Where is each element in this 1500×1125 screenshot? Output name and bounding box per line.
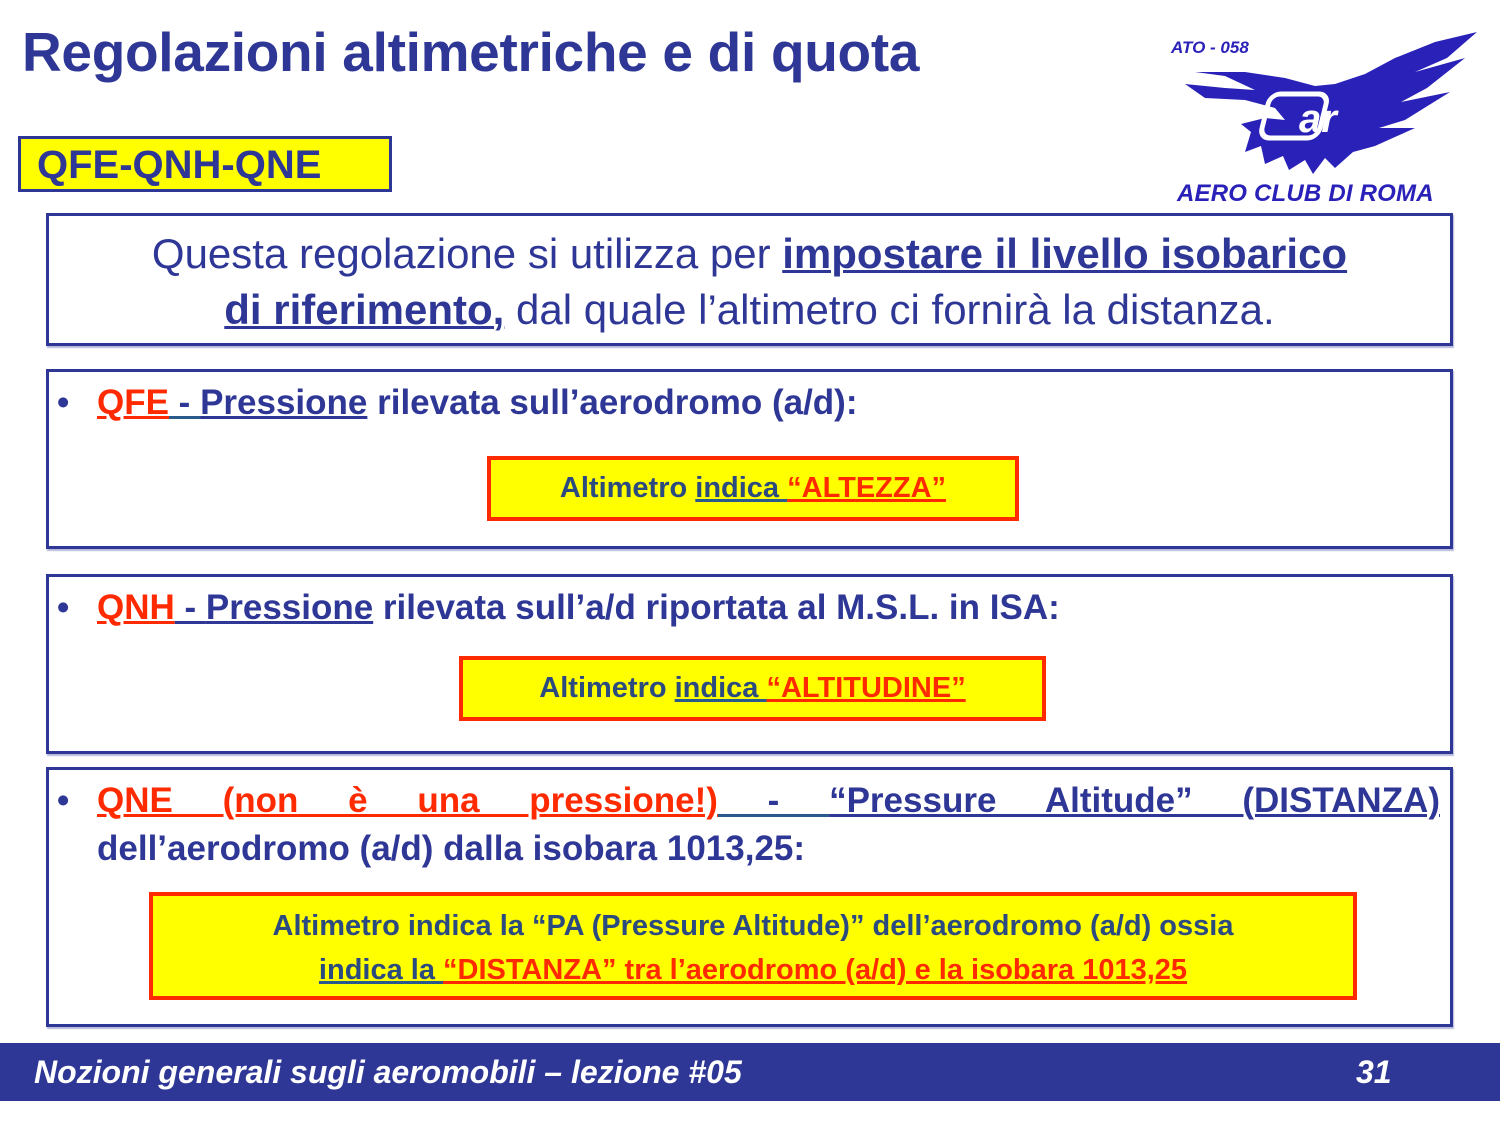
- qne-code: QNE (non è una pressione!): [97, 781, 718, 820]
- intro-text-2: dal quale l’altimetro ci fornirà la distanza.: [504, 286, 1275, 333]
- qnh-keyword: Pressione: [205, 588, 374, 627]
- qfe-keyword: Pressione: [200, 383, 368, 422]
- qnh-dash: -: [174, 588, 206, 627]
- section-qnh: [46, 574, 1453, 754]
- qne-dash: -: [717, 781, 830, 820]
- callout-highlight: “ALTEZZA”: [787, 472, 947, 504]
- qnh-code: QNH: [97, 588, 175, 627]
- svg-text:ar: ar: [1299, 97, 1337, 141]
- section-qne: [46, 767, 1453, 1027]
- callout-underlined: indica: [674, 672, 767, 704]
- intro-bold-2: di riferimento,: [224, 286, 505, 333]
- footer-title: Nozioni generali sugli aeromobili – lezione #05: [34, 1054, 742, 1090]
- logo-ato-code: ATO - 058: [1171, 38, 1249, 57]
- intro-text: Questa regolazione si utilizza per: [151, 230, 783, 277]
- qfe-dash: -: [168, 383, 201, 422]
- callout-line2: [153, 948, 1353, 992]
- qne-keyword: “Pressure Altitude” (DISTANZA): [829, 781, 1440, 820]
- intro-bold-1: impostare il livello isobarico: [782, 230, 1348, 277]
- qfe-rest: rilevata sull’aerodromo (a/d):: [367, 383, 858, 422]
- qnh-definition: [57, 585, 1440, 631]
- qfe-definition: [57, 380, 1440, 426]
- callout-prefix: Altimetro: [539, 672, 675, 704]
- aero-club-logo: [1165, 28, 1485, 208]
- callout-line1: Altimetro indica la “PA (Pressure Altitude)” dell’aerodromo (a/d) ossia: [272, 910, 1234, 942]
- slide-title: Regolazioni altimetriche e di quota: [22, 21, 920, 83]
- footer-bar: [0, 1043, 1500, 1101]
- callout-highlight: “DISTANZA” tra l’aerodromo (a/d) e la isobara 1013,25: [443, 954, 1188, 986]
- callout-underlined: indica la: [318, 954, 444, 986]
- section-qfe: [46, 369, 1453, 549]
- qne-definition-line2: dell’aerodromo (a/d) dalla isobara 1013,25:: [97, 829, 806, 868]
- topic-tag: QFE-QNH-QNE: [18, 136, 392, 192]
- callout-underlined: indica: [695, 472, 788, 504]
- qfe-callout: [487, 456, 1019, 521]
- bullet-icon: •: [57, 781, 70, 820]
- callout-highlight: “ALTITUDINE”: [766, 672, 966, 704]
- bullet-icon: •: [57, 383, 70, 422]
- qne-callout: [149, 892, 1357, 1000]
- qnh-rest: rilevata sull’a/d riportata al M.S.L. in ISA:: [373, 588, 1060, 627]
- intro-box: [46, 213, 1453, 346]
- callout-prefix: Altimetro: [559, 472, 696, 504]
- page-number: 31: [1356, 1054, 1392, 1090]
- logo-club-name: AERO CLUB DI ROMA: [1177, 180, 1434, 207]
- qne-definition: [57, 778, 1440, 824]
- qfe-code: QFE: [97, 383, 169, 422]
- qnh-callout: [459, 656, 1046, 721]
- bullet-icon: •: [57, 588, 70, 627]
